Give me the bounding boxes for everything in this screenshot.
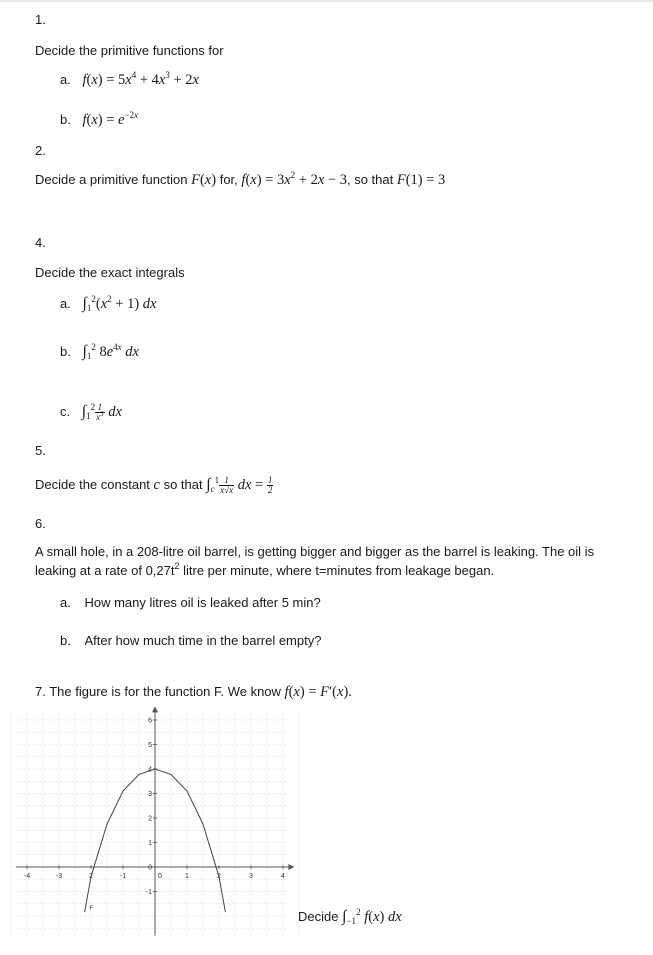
curve-label-F: F (89, 905, 94, 912)
x-tick-label: 2 (217, 873, 221, 880)
x-tick-label: -1 (119, 873, 127, 880)
q4-b-integral: $\int_1^2$ $8e^{4x}$ dx (82, 342, 139, 361)
q6-b (60, 633, 321, 648)
q5-prompt-text: Decide the constant (35, 477, 150, 492)
x-tick-label: -3 (55, 873, 63, 880)
q4-c (60, 403, 122, 422)
y-tick-label: 5 (148, 742, 152, 749)
q1-prompt: Decide the primitive functions for (35, 43, 224, 58)
q2-prompt-start: Decide a primitive function (35, 172, 188, 187)
q7-integral: $\int_{-1}^2$ f(x) dx (342, 907, 402, 926)
q2-F-of-x: F(x) (191, 172, 217, 188)
q7-relation: f(x) = F′(x). (284, 684, 352, 700)
q5-integral: $\int_c^1$ $\frac{1}{x√x}$ dx = $\frac{1}{2}$ (206, 475, 273, 496)
q6-number: 6. (35, 516, 46, 531)
q5-number: 5. (35, 443, 46, 458)
q1-b-label: b. (60, 112, 71, 127)
q2-number: 2. (35, 143, 46, 158)
q2-prompt (35, 172, 445, 189)
y-tick-label: 2 (148, 815, 152, 823)
y-tick-label: 4 (148, 766, 152, 774)
q6-a-label: a. (60, 595, 71, 610)
q6-text-line1: A small hole, in a 208-litre oil barrel, is getting bigger and bigger as the barrel is leaking. The oil is (35, 544, 595, 559)
x-tick-label: 3 (249, 873, 253, 880)
q2-f-formula: $f(x) = 3x^2 + 2x - 3$ (241, 170, 347, 188)
q1-b (60, 112, 138, 129)
q1-a-label: a. (60, 72, 71, 87)
top-border (0, 0, 653, 2)
x-tick-label: 4 (281, 873, 285, 880)
q5-prompt (35, 476, 273, 495)
q4-c-integral: $\int_1^2$ $\frac{1}{x^3}$ dx (81, 402, 122, 423)
q1-b-formula: $f(x) = e^{-2x}$ (82, 110, 139, 128)
q4-a-integral: $\int_1^2(x^2 + 1)$ dx (82, 294, 157, 313)
q4-b-label: b. (60, 344, 71, 359)
q7-text-prompt: 7. The figure is for the function F. We know (35, 684, 281, 699)
q7-decide (298, 908, 402, 926)
q6-b-label: b. (60, 633, 71, 648)
q1-a-formula: $f(x) = 5x^4 + 4x^3 + 2x$ (82, 70, 199, 88)
y-tick-label: 0 (148, 864, 152, 872)
y-tick-label: -1 (145, 889, 152, 896)
y-tick-label: 1 (148, 840, 152, 847)
q6-text-line2-start: leaking at a rate of 0,27t (35, 563, 175, 578)
q2-condition: F(1) = 3 (396, 172, 446, 188)
x-axis-arrow (288, 864, 294, 870)
y-axis-arrow (152, 706, 158, 712)
function-graph (23, 712, 293, 912)
q4-prompt: Decide the exact integrals (35, 265, 185, 280)
q6-b-text: After how much time in the barrel empty? (84, 633, 322, 648)
origin-label: 0 (158, 873, 162, 880)
x-tick-label: 2 (89, 873, 93, 880)
q6-text-line2-end: litre per minute, where t=minutes from leakage began. (179, 563, 495, 578)
y-tick-label: 3 (148, 791, 152, 798)
q4-c-label: c. (60, 404, 71, 419)
x-tick-label: -4 (23, 873, 31, 880)
q7-text (35, 684, 352, 701)
q7-decide-text: Decide (298, 909, 339, 924)
q4-a (60, 295, 156, 313)
x-tick-label: 1 (185, 873, 189, 880)
q1-a (60, 72, 199, 89)
q6-a-text: How many litres oil is leaked after 5 min? (84, 595, 321, 610)
q4-b (60, 343, 139, 361)
q2-prompt-for: for, (219, 172, 238, 187)
q6-text-line2: leaking at a rate of $0,27t^2$ litre per minute, where t=minutes from leakage began. (35, 561, 495, 578)
y-tick-label: 6 (148, 717, 152, 725)
q5-c-var: c (153, 477, 160, 493)
q2-prompt-so: , so that (346, 172, 394, 187)
q1-number: 1. (35, 12, 46, 27)
q5-so-that: so that (163, 477, 203, 492)
q4-number: 4. (35, 235, 46, 250)
q6-a (60, 595, 321, 610)
q4-a-label: a. (60, 296, 71, 311)
